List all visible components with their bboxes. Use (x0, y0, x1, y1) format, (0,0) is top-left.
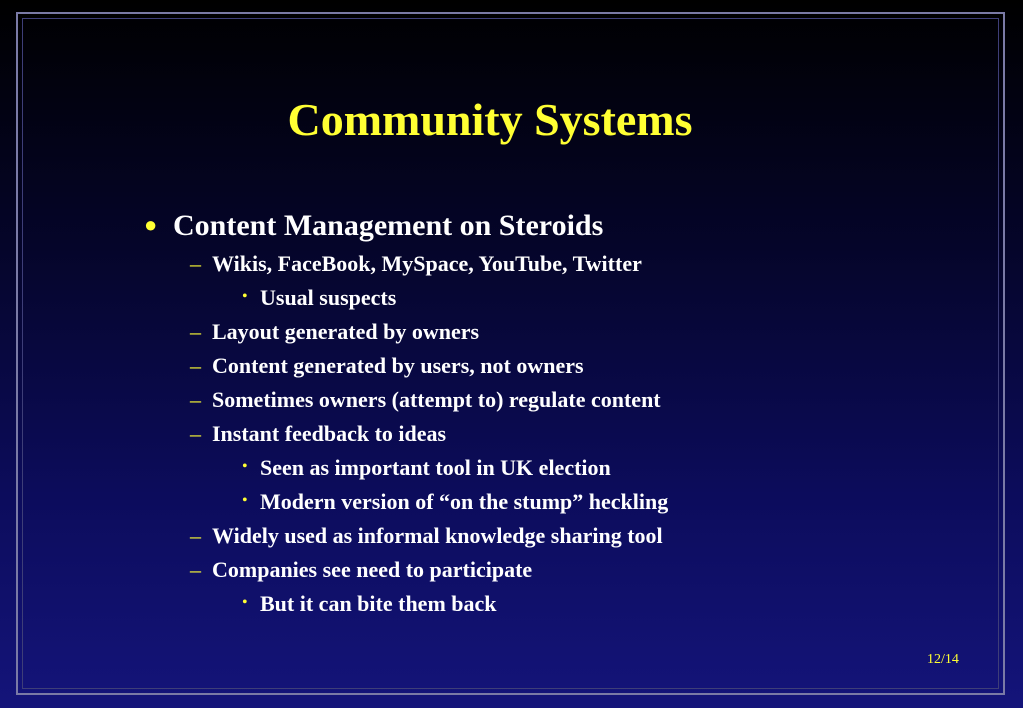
dot-marker: • (242, 458, 248, 475)
sub-bullet-item: Layout generated by owners (212, 319, 480, 344)
sub-bullet-item: Widely used as informal knowledge sharing tool (212, 523, 663, 548)
sub-sub-bullet-item: Seen as important tool in UK election (260, 455, 611, 480)
dash-marker: – (190, 523, 201, 548)
dash-marker: – (190, 251, 201, 276)
dash-marker: – (190, 319, 201, 344)
dot-marker: • (242, 594, 248, 611)
dash-marker: – (190, 421, 201, 446)
dash-marker: – (190, 557, 201, 582)
dot-marker: • (242, 492, 248, 509)
bullet-item: Content Management on Steroids (173, 209, 604, 242)
sub-sub-bullet-item: Usual suspects (260, 285, 397, 310)
dash-marker: – (190, 387, 201, 412)
sub-bullet-item: Instant feedback to ideas (212, 421, 447, 446)
sub-bullet-item: Companies see need to participate (212, 557, 533, 582)
sub-bullet-item: Wikis, FaceBook, MySpace, YouTube, Twitter (212, 251, 642, 276)
slide-title: Community Systems (287, 94, 693, 145)
sub-bullet-item: Content generated by users, not owners (212, 353, 584, 378)
page-number: 12/14 (927, 652, 959, 667)
sub-bullet-item: Sometimes owners (attempt to) regulate content (212, 387, 661, 412)
bullet-marker: ● (144, 212, 158, 237)
dash-marker: – (190, 353, 201, 378)
dot-marker: • (242, 288, 248, 305)
sub-sub-bullet-item: Modern version of “on the stump” heckling (260, 489, 669, 514)
sub-sub-bullet-item: But it can bite them back (260, 591, 497, 616)
